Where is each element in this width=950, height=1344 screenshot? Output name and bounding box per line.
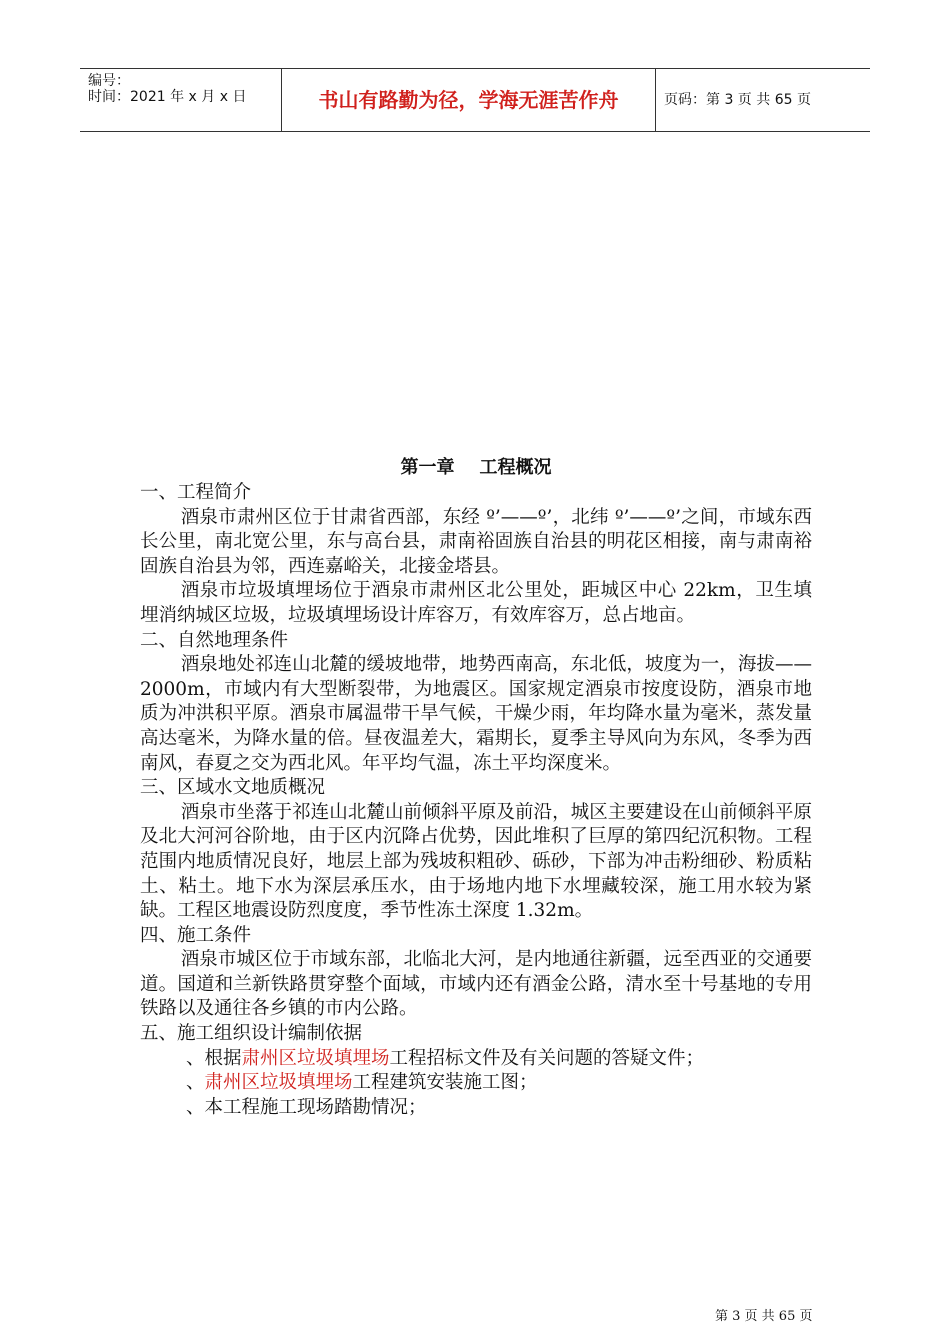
chapter-title: 第一章 工程概况	[400, 457, 552, 478]
time-label: 时间：2021 年 x 月 x 日	[88, 89, 247, 105]
paragraph: 酒泉市坐落于祁连山北麓山前倾斜平原及前沿，城区主要建设在山前倾斜平原及北大河河谷阶地，由于区内沉降占优势，因此堆积了巨厚的第四纪沉积物。工程范围内地质情况良好，地层上部为残坡积粗砂、砾砂，下部为冲击粉细砂、粉质粘土、粘土。地下水为深层承压水，由于场地内地下水埋藏较深，施工用水较为紧缺。工程区地震设防烈度度，季节性冻土深度 1.32m。	[140, 801, 812, 922]
paragraph: 酒泉地处祁连山北麓的缓坡地带，地势西南高，东北低，坡度为一，海拔——2000m，市域内有大型断裂带，为地震区。国家规定酒泉市按度设防，酒泉市地质为冲洪积平原。酒泉市属温带干旱气候，干燥少雨，年均降水量为毫米，蒸发量高达毫米，为降水量的倍。昼夜温差大，霜期长，夏季主导风向为东风，冬季为西南风，春夏之交为西北风。年平均气温，冻土平均深度米。	[140, 654, 812, 774]
section-title-2: 二、自然地理条件	[140, 629, 289, 651]
section-title-3: 三、区域水文地质概况	[140, 777, 326, 799]
paragraph: 酒泉市垃圾填埋场位于酒泉市肃州区北公里处，距城区中心 22km，卫生填埋消纳城区垃圾，垃圾填埋场设计库容万，有效库容万，总占地亩。	[140, 580, 812, 626]
header-page-number: 页码：第 3 页 共 65 页	[664, 92, 811, 108]
page-header	[80, 68, 870, 132]
section-title-5: 五、施工组织设计编制依据	[140, 1023, 363, 1045]
number-label: 编号：	[88, 73, 130, 89]
section-title-1: 一、工程简介	[140, 482, 252, 503]
list-item: 、肃州区垃圾填埋场工程建筑安装施工图；	[186, 1072, 538, 1094]
header-meta	[80, 69, 282, 131]
highlight-text: 肃州区垃圾填埋场	[241, 1047, 390, 1069]
document-body	[140, 455, 812, 1120]
paragraph: 酒泉市城区位于市域东部，北临北大河，是内地通往新疆，远至西亚的交通要道。国道和兰新铁路贯穿整个面域，市域内还有酒金公路，清水至十号基地的专用铁路以及通往各乡镇的市内公路。	[140, 949, 812, 1020]
header-motto: 书山有路勤为径，学海无涯苦作舟	[282, 69, 656, 131]
section-title-4: 四、施工条件	[140, 924, 252, 946]
list-item: 、本工程施工现场踏勘情况；	[186, 1096, 427, 1118]
list-item: 、根据肃州区垃圾填埋场工程招标文件及有关问题的答疑文件；	[186, 1047, 705, 1069]
paragraph: 酒泉市肃州区位于甘肃省西部，东经 º’——º’，北纬 º’——º’之间，市域东西长公里，南北宽公里，东与高台县，肃南裕固族自治县的明花区相接，南与肃南裕固族自治县为邻，西连嘉峪关，北接金塔县。	[140, 506, 812, 577]
highlight-text: 肃州区垃圾填埋场	[204, 1072, 353, 1094]
page-footer: 第 3 页 共 65 页	[715, 1309, 813, 1324]
